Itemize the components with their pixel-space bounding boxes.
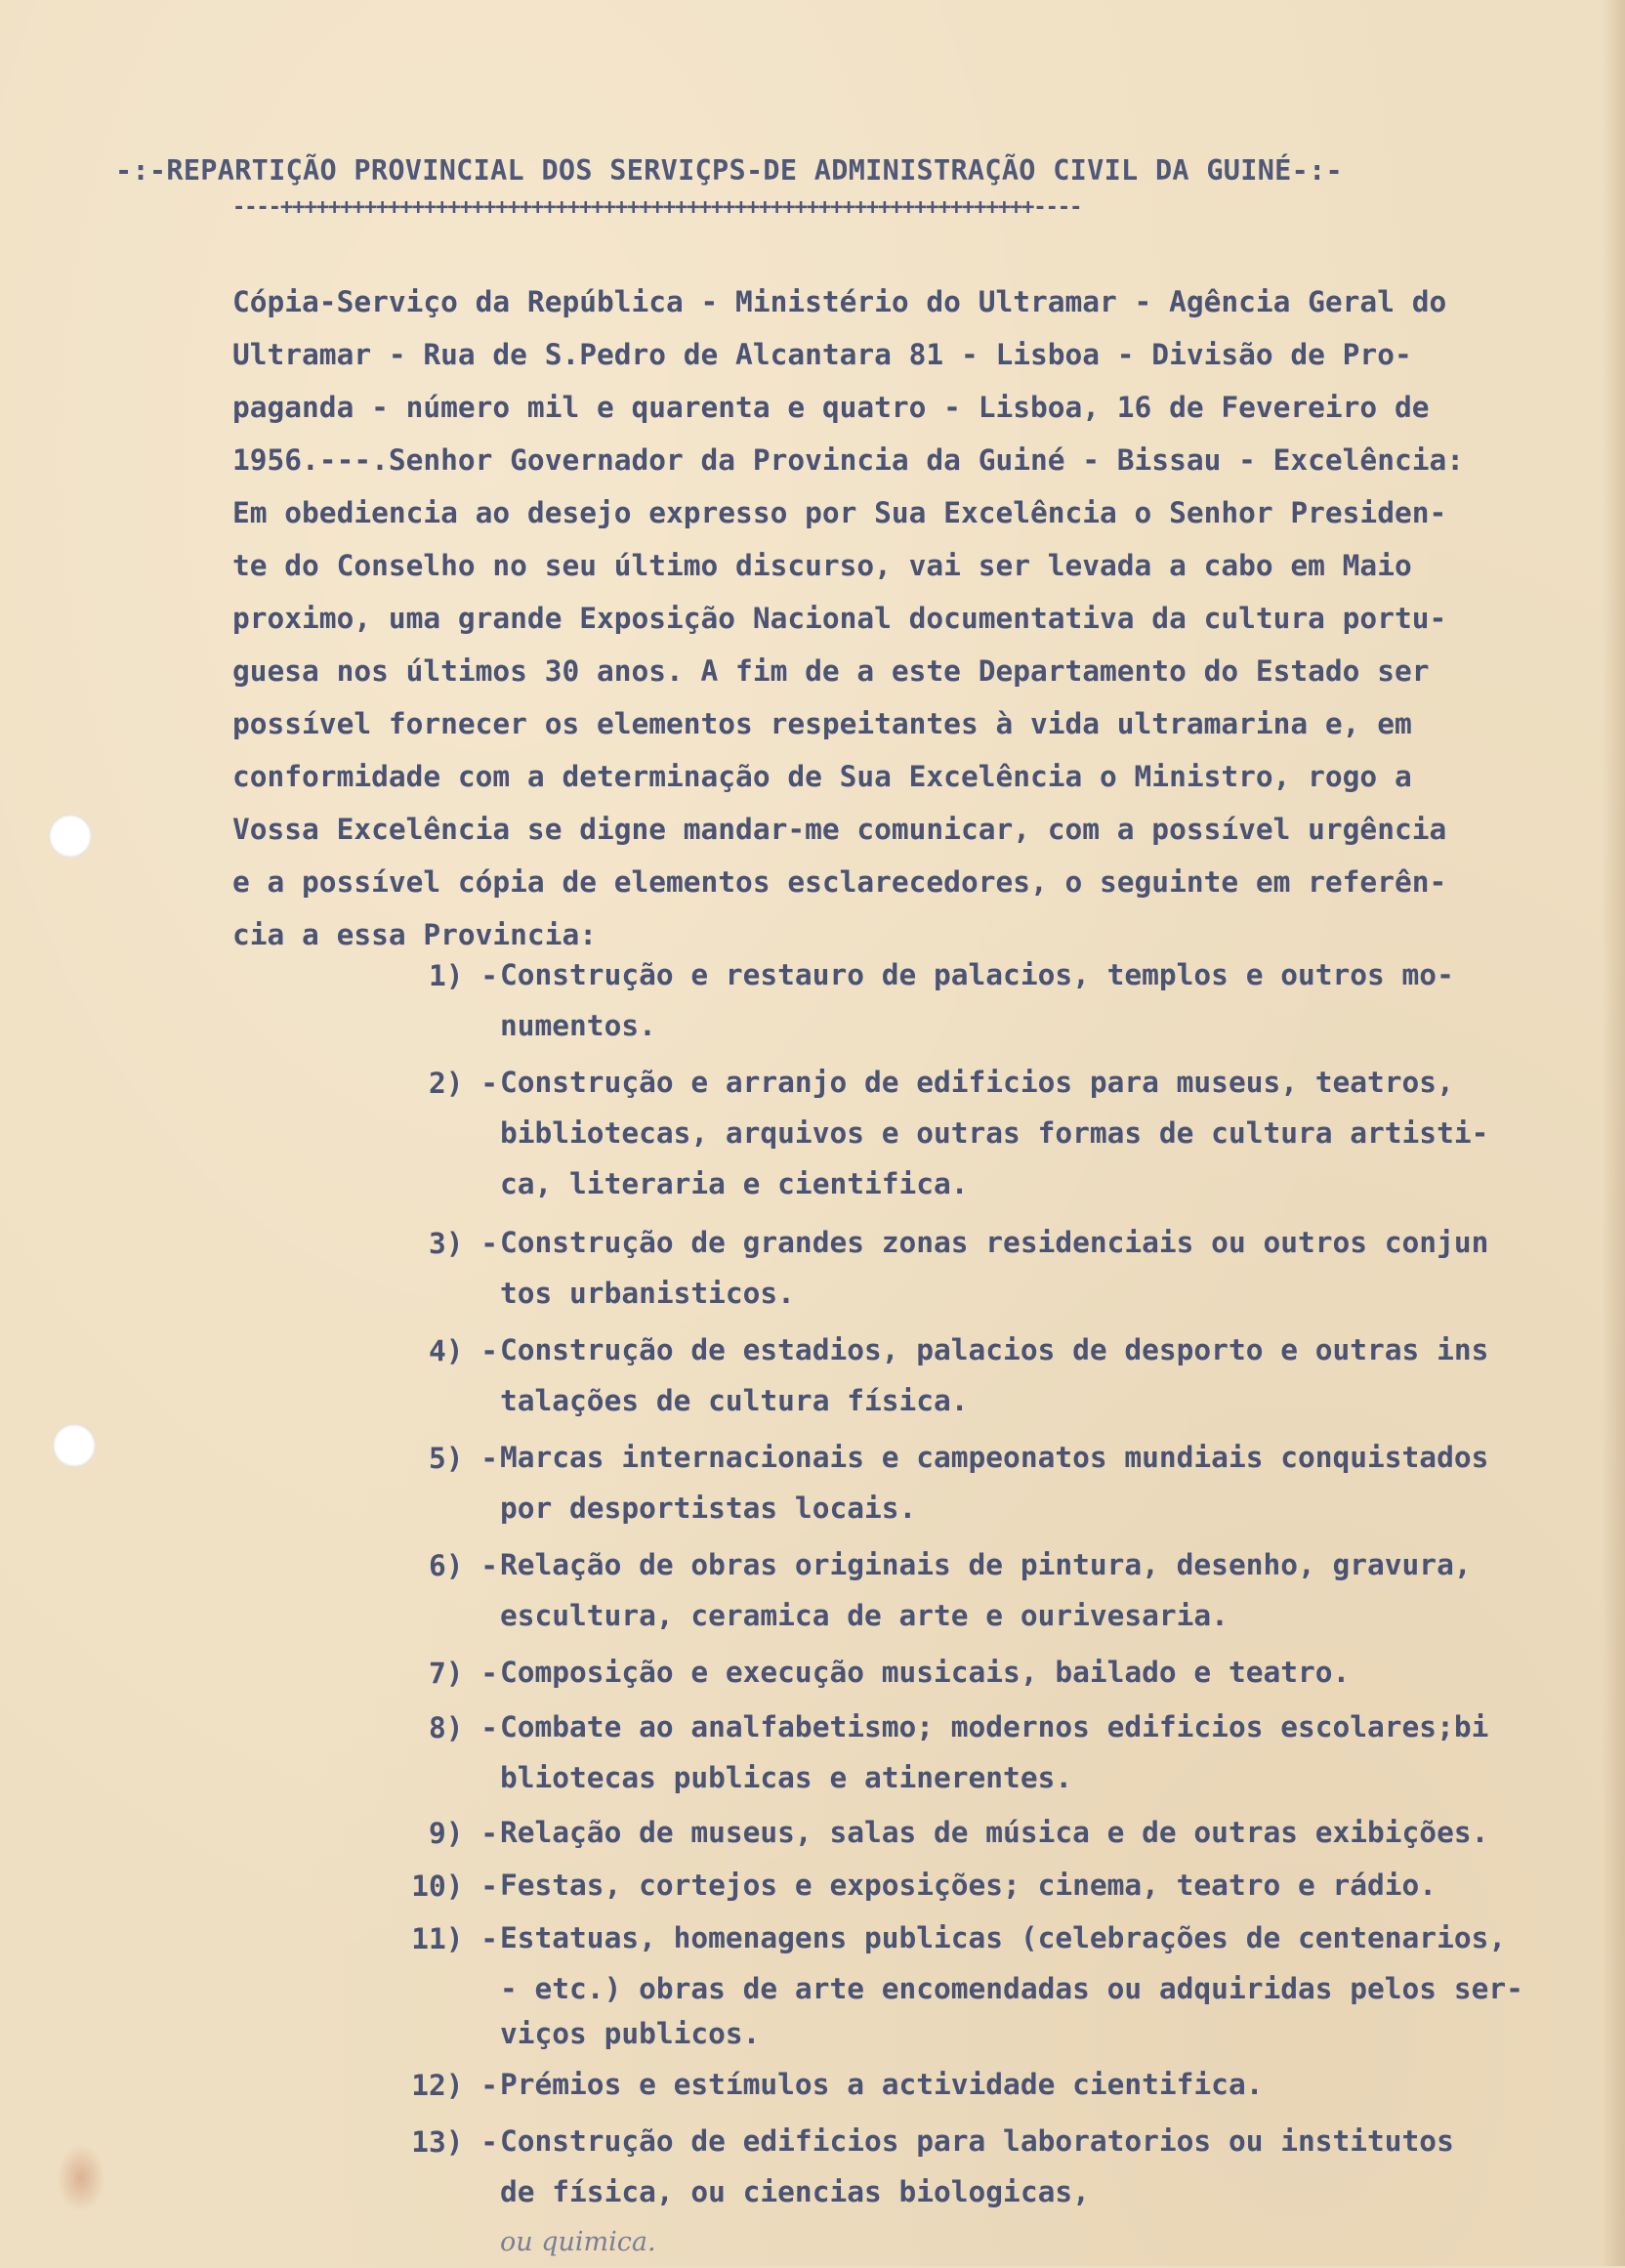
body-line: e a possível cópia de elementos esclarecedores, o seguinte em referên- xyxy=(232,865,1447,899)
item-line: Relação de obras originais de pintura, desenho, gravura, xyxy=(500,1548,1472,1581)
item-text xyxy=(500,1057,1488,1209)
item-number: 2) - xyxy=(428,1067,498,1100)
item-number: 6) - xyxy=(428,1549,498,1582)
item-text xyxy=(500,2116,1454,2257)
item-text xyxy=(500,1807,1488,1858)
item-line: Construção de grandes zonas residenciais ou outros conjun xyxy=(500,1226,1489,1259)
body-line: possível fornecer os elementos respeitantes à vida ultramarina e, em xyxy=(232,707,1412,740)
item-line: Construção e arranjo de edificios para museus, teatros, xyxy=(500,1066,1454,1099)
body-line: proximo, uma grande Exposição Nacional documentativa da cultura portu- xyxy=(232,602,1447,635)
body-line: guesa nos últimos 30 anos. A fim de a este Departamento do Estado ser xyxy=(232,654,1430,688)
header-underline: ----+++++++++++++++++++++++++++++++++++++++++++++++++++++++++++++++---- xyxy=(232,195,1082,220)
body-line: cia a essa Provincia: xyxy=(232,918,597,951)
body-line: Cópia-Serviço da República - Ministério do Ultramar - Agência Geral do xyxy=(232,285,1447,318)
item-number: 13) - xyxy=(411,2125,498,2159)
item-number: 12) - xyxy=(411,2069,498,2102)
item-line: Prémios e estímulos a actividade cientifica. xyxy=(500,2068,1264,2101)
item-number: 8) - xyxy=(428,1711,498,1744)
item-text xyxy=(500,1860,1437,1911)
item-line: Construção e restauro de palacios, templos e outros mo- xyxy=(500,958,1454,991)
handwritten-note: ou quimica. xyxy=(500,2227,656,2257)
item-line: numentos. xyxy=(500,1009,656,1042)
body-line: Vossa Excelência se digne mandar-me comunicar, com a possível urgência xyxy=(232,813,1447,846)
document-header: -:-REPARTIÇÃO PROVINCIAL DOS SERVIÇPS-DE ADMINISTRAÇÃO CIVIL DA GUINÉ-:- xyxy=(115,154,1344,187)
item-line-typed: de física, ou ciencias biologicas, xyxy=(500,2175,1090,2208)
item-line: Construção de edificios para laboratorios ou institutos xyxy=(500,2124,1454,2158)
item-number: 7) - xyxy=(428,1657,498,1690)
item-line: escultura, ceramica de arte e ourivesaria. xyxy=(500,1599,1229,1632)
body-line: te do Conselho no seu último discurso, vai ser levada a cabo em Maio xyxy=(232,549,1412,582)
letter-body xyxy=(232,275,1580,961)
item-line: viços publicos. xyxy=(500,2017,761,2050)
item-text xyxy=(500,1539,1472,1641)
item-line: bliotecas publicas e atinerentes. xyxy=(500,1761,1073,1794)
punch-hole-top xyxy=(49,815,92,858)
item-text xyxy=(500,1324,1488,1426)
item-line: Relação de museus, salas de música e de outras exibições. xyxy=(500,1816,1489,1849)
paper-stain xyxy=(57,2144,105,2212)
item-text xyxy=(500,2059,1263,2110)
item-number: 9) - xyxy=(428,1817,498,1850)
item-line: Composição e execução musicais, bailado e teatro. xyxy=(500,1656,1351,1689)
body-line: Em obediencia ao desejo expresso por Sua Excelência o Senhor Presiden- xyxy=(232,496,1447,529)
item-line xyxy=(500,2166,1454,2257)
item-line: bibliotecas, arquivos e outras formas de cultura artisti- xyxy=(500,1116,1489,1150)
item-line: tos urbanisticos. xyxy=(500,1277,795,1310)
body-line: conformidade com a determinação de Sua Excelência o Ministro, rogo a xyxy=(232,760,1412,793)
body-line: Ultramar - Rua de S.Pedro de Alcantara 81 - Lisboa - Divisão de Pro- xyxy=(232,338,1412,371)
item-line: Combate ao analfabetismo; modernos edificios escolares;bi xyxy=(500,1710,1489,1743)
item-text xyxy=(500,1701,1488,1803)
body-line: 1956.---.Senhor Governador da Provincia da Guiné - Bissau - Excelência: xyxy=(232,443,1464,477)
item-line: Marcas internacionais e campeonatos mundiais conquistados xyxy=(500,1441,1489,1474)
item-number: 3) - xyxy=(428,1227,498,1260)
body-line: paganda - número mil e quarenta e quatro - Lisboa, 16 de Fevereiro de xyxy=(232,391,1430,424)
item-text xyxy=(500,1647,1350,1698)
punch-hole-bottom xyxy=(53,1424,96,1467)
item-line: ca, literaria e cientifica. xyxy=(500,1167,969,1200)
item-number: 4) - xyxy=(428,1334,498,1367)
item-number: 1) - xyxy=(428,959,498,992)
item-line: talações de cultura física. xyxy=(500,1384,969,1417)
item-line: por desportistas locais. xyxy=(500,1491,917,1525)
item-text xyxy=(500,1912,1523,2053)
item-text xyxy=(500,1432,1488,1533)
item-line: Festas, cortejos e exposições; cinema, teatro e rádio. xyxy=(500,1869,1438,1902)
item-number: 10) - xyxy=(411,1869,498,1903)
page-edge-shadow xyxy=(1602,0,1625,2266)
item-text xyxy=(500,1217,1488,1319)
item-number: 11) - xyxy=(411,1922,498,1955)
item-number: 5) - xyxy=(428,1442,498,1475)
item-line: - etc.) obras de arte encomendadas ou adquiridas pelos ser- xyxy=(500,1972,1523,2005)
item-text xyxy=(500,949,1454,1051)
item-line: Estatuas, homenagens publicas (celebrações de centenarios, xyxy=(500,1921,1507,1954)
item-line: Construção de estadios, palacios de desporto e outras ins xyxy=(500,1333,1489,1366)
